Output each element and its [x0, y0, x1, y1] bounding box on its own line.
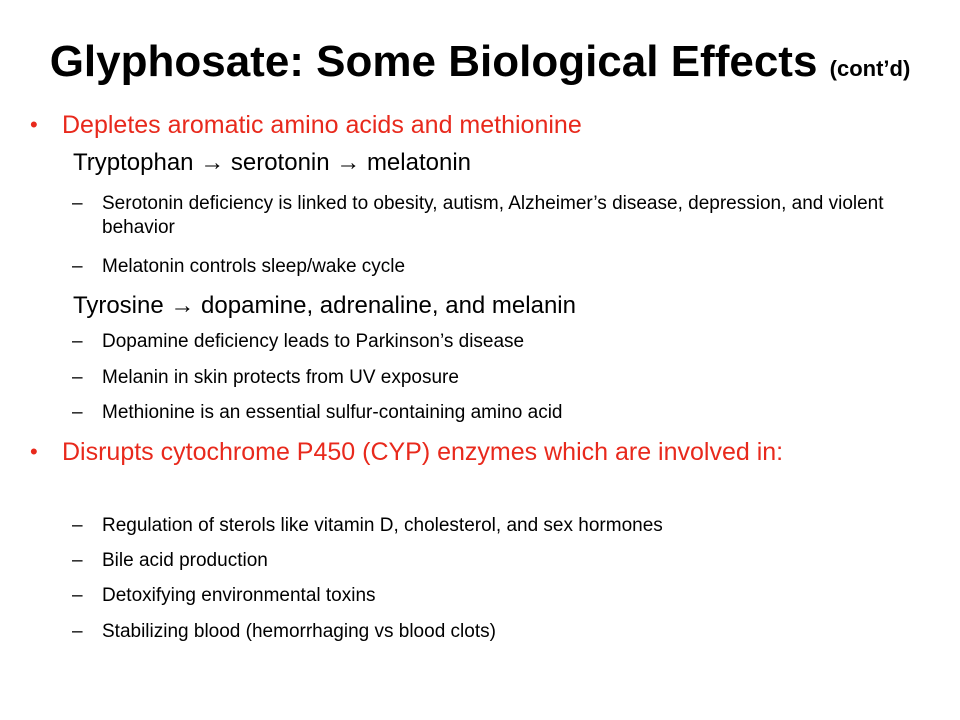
arrow-right-icon: → [336, 149, 361, 176]
dash-icon: – [72, 621, 83, 642]
arrow-right-icon: → [200, 149, 225, 176]
subitem-melatonin [72, 255, 932, 279]
dash-icon: – [72, 402, 83, 423]
pathway-tryptophan [73, 148, 471, 178]
subitem-bile [72, 549, 932, 573]
subitem-text: Methionine is an essential sulfur-containing amino acid [102, 402, 563, 423]
pathway-term: Tryptophan [73, 149, 194, 176]
subitem-blood [72, 620, 932, 644]
pathway-tyrosine [73, 291, 576, 321]
subitem-text: Detoxifying environmental toxins [102, 585, 376, 606]
subitem-serotonin [72, 192, 932, 240]
subitem-detox [72, 584, 932, 608]
pathway-term: dopamine, adrenaline, and melanin [201, 292, 576, 319]
dash-icon: – [72, 331, 83, 352]
bullet-depletes [30, 110, 942, 140]
arrow-right-icon: → [170, 292, 195, 319]
subitem-text: Melatonin controls sleep/wake cycle [102, 256, 406, 277]
dash-icon: – [72, 193, 83, 214]
dash-icon: – [72, 515, 83, 536]
dash-icon: – [72, 367, 83, 388]
subitem-text: Melanin in skin protects from UV exposure [102, 367, 459, 388]
dash-icon: – [72, 550, 83, 571]
bullet-icon: • [30, 439, 38, 464]
bullet-text: Disrupts cytochrome P450 (CYP) enzymes which are involved in: [62, 438, 784, 466]
pathway-term: Tyrosine [73, 292, 164, 319]
subitem-dopamine [72, 330, 932, 354]
title-main: Glyphosate: Some Biological Effects [49, 37, 818, 86]
pathway-term: melatonin [366, 149, 471, 176]
bullet-disrupts [30, 437, 942, 467]
subitem-text: Dopamine deficiency leads to Parkinson’s disease [102, 331, 525, 352]
dash-icon: – [72, 256, 83, 277]
subitem-methionine [72, 401, 932, 425]
bullet-text: Depletes aromatic amino acids and methionine [62, 111, 582, 139]
slide-title [0, 34, 960, 97]
bullet-icon: • [30, 112, 38, 137]
dash-icon: – [72, 585, 83, 606]
pathway-term: serotonin [230, 149, 330, 176]
subitem-text: Serotonin deficiency is linked to obesity, autism, Alzheimer’s disease, depression, and violent behavior [102, 193, 884, 238]
subitem-melanin [72, 366, 932, 390]
subitem-sterols [72, 514, 932, 538]
subitem-text: Regulation of sterols like vitamin D, cholesterol, and sex hormones [102, 515, 663, 536]
subitem-text: Bile acid production [102, 550, 268, 571]
title-suffix: (cont’d) [829, 56, 911, 81]
subitem-text: Stabilizing blood (hemorrhaging vs blood clots) [102, 621, 496, 642]
